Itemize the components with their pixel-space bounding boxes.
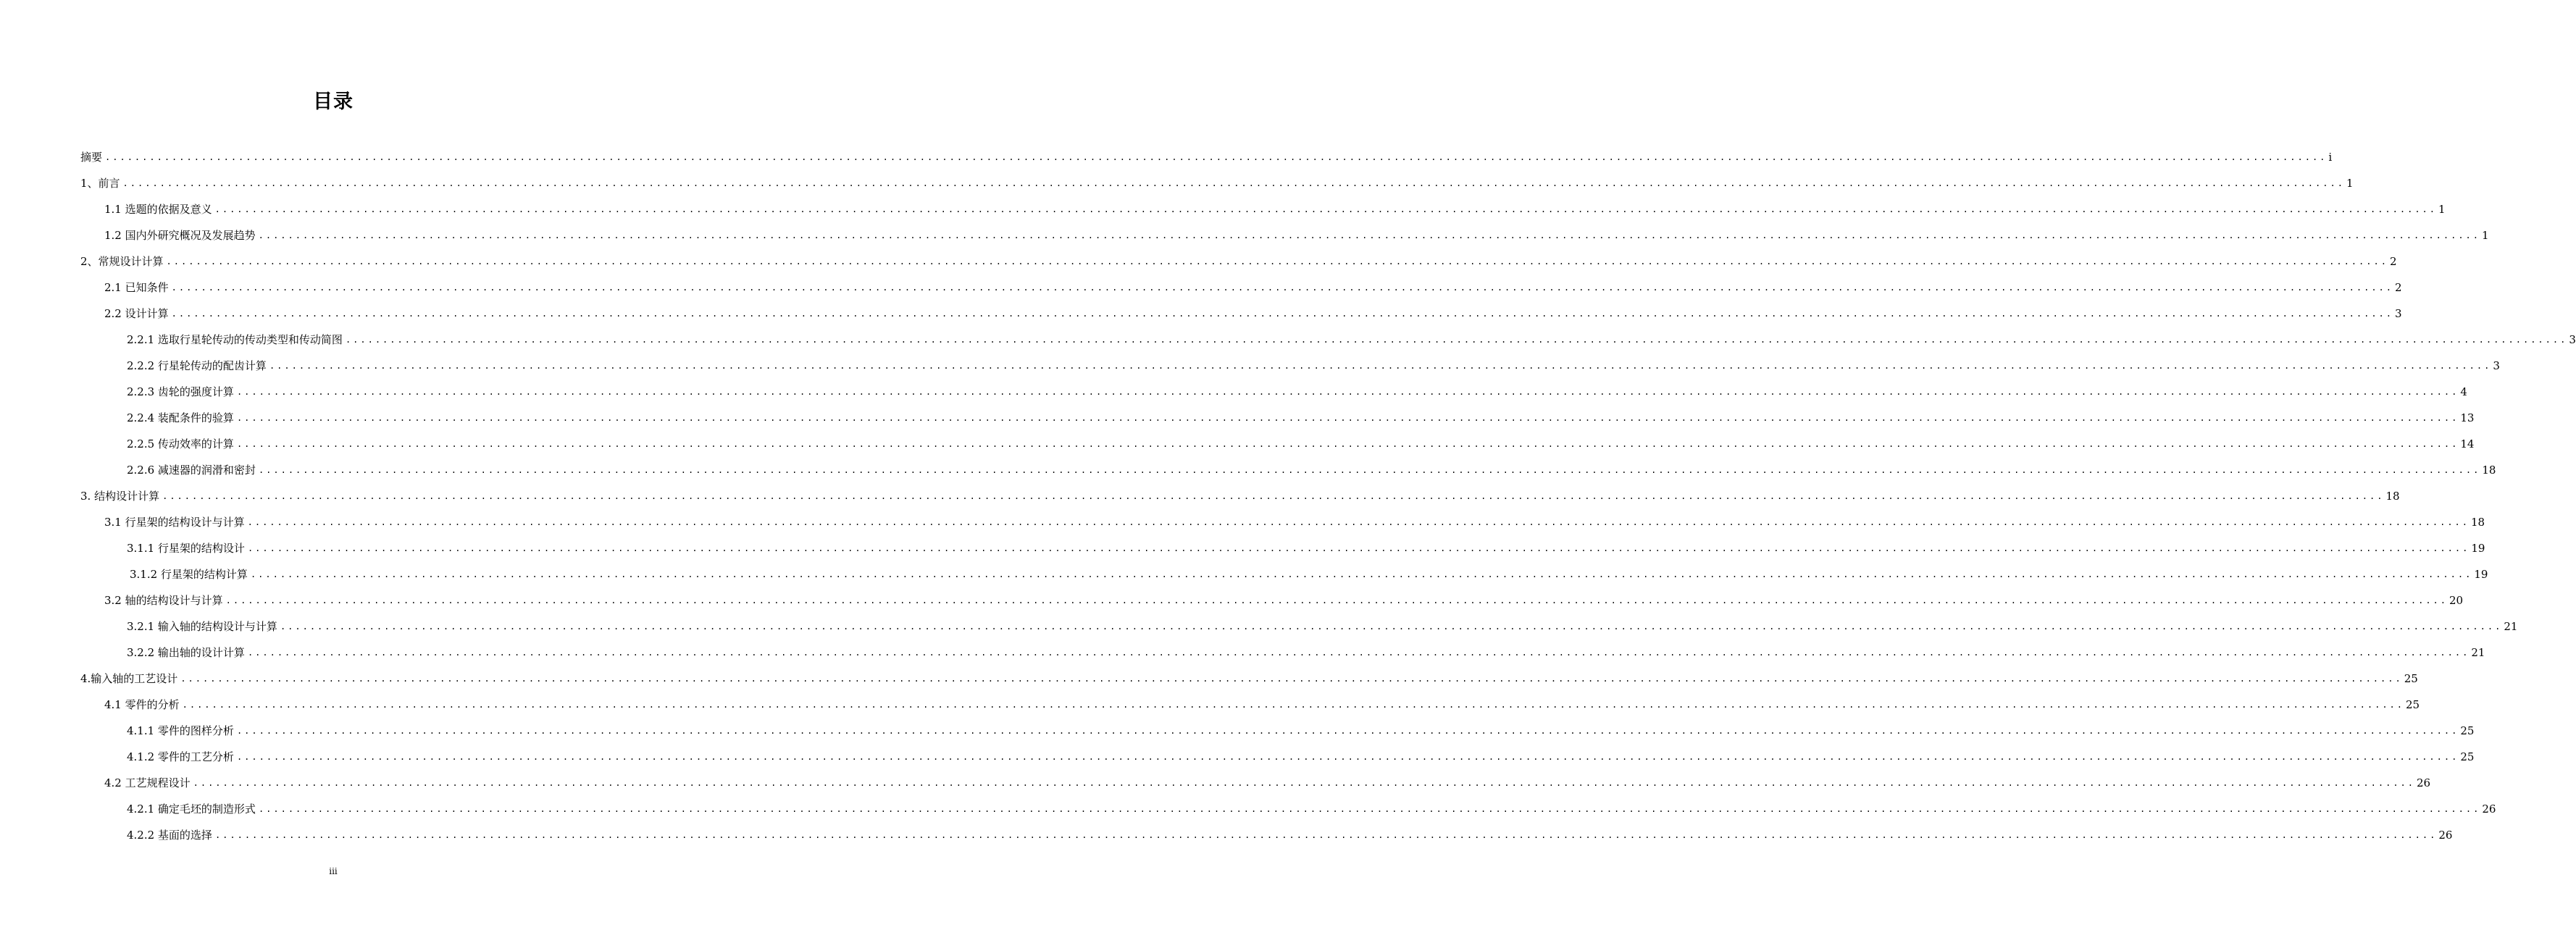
toc-leader-dots: ............................................................................................................................................................................................................................................................................................................ bbox=[236, 387, 2459, 397]
toc-entry[interactable] bbox=[127, 616, 2518, 633]
toc-entry-page: 26 bbox=[2482, 802, 2496, 816]
toc-entry-page: 2 bbox=[2389, 255, 2397, 268]
toc-entry-page: 21 bbox=[2471, 646, 2485, 659]
toc-entry[interactable] bbox=[104, 511, 2485, 529]
toc-leader-dots: ............................................................................................................................................................................................................................................................................................................ bbox=[247, 647, 2470, 658]
toc-leader-dots: ............................................................................................................................................................................................................................................................................................................ bbox=[225, 595, 2449, 605]
toc-entry[interactable] bbox=[104, 694, 2420, 711]
toc-leader-dots: ............................................................................................................................................................................................................................................................................................................ bbox=[250, 569, 2473, 579]
toc-entry[interactable] bbox=[127, 407, 2475, 424]
toc-leader-dots: ............................................................................................................................................................................................................................................................................................................ bbox=[280, 621, 2503, 632]
toc-entry-label: 3.1 行星架的结构设计与计算 bbox=[104, 516, 245, 529]
toc-entry-label: 3.1.2 行星架的结构计算 bbox=[130, 568, 248, 581]
toc-entry[interactable] bbox=[127, 329, 2576, 346]
toc-entry[interactable] bbox=[127, 537, 2485, 555]
toc-entry-page: i bbox=[2328, 151, 2333, 164]
toc-entry-label: 1.1 选题的依据及意义 bbox=[104, 203, 212, 216]
toc-entry-label: 摘要 bbox=[80, 151, 103, 164]
toc-entry[interactable] bbox=[80, 172, 2354, 190]
toc-entry-label: 2.1 已知条件 bbox=[104, 281, 169, 294]
toc-entry-label: 4.2.2 基面的选择 bbox=[127, 829, 212, 842]
toc-entry-page: 25 bbox=[2406, 698, 2420, 711]
toc-entry-page: 20 bbox=[2449, 594, 2464, 607]
toc-leader-dots: ............................................................................................................................................................................................................................................................................................................ bbox=[236, 413, 2459, 423]
toc-entry-label: 2.2 设计计算 bbox=[104, 307, 169, 320]
toc-entry[interactable] bbox=[127, 381, 2467, 398]
toc-entry-label: 2.2.5 传动效率的计算 bbox=[127, 437, 234, 450]
toc-entry-label: 2.2.6 减速器的润滑和密封 bbox=[127, 464, 256, 477]
toc-entry[interactable] bbox=[104, 198, 2446, 216]
toc-entry-page: 4 bbox=[2460, 385, 2467, 398]
toc-entry[interactable] bbox=[104, 277, 2402, 294]
toc-leader-dots: ............................................................................................................................................................................................................................................................................................................ bbox=[162, 491, 2385, 501]
toc-entry-label: 4.1.2 零件的工艺分析 bbox=[127, 750, 234, 763]
toc-entry[interactable] bbox=[127, 746, 2475, 763]
toc-entry-page: 2 bbox=[2395, 281, 2402, 294]
toc-leader-dots: ............................................................................................................................................................................................................................................................................................................ bbox=[171, 282, 2394, 293]
toc-leader-dots: ............................................................................................................................................................................................................................................................................................................ bbox=[193, 778, 2416, 788]
toc-entry-page: 26 bbox=[2417, 776, 2431, 789]
toc-entry-page: 25 bbox=[2404, 672, 2418, 685]
toc-entry-page: 18 bbox=[2482, 464, 2496, 477]
toc-leader-dots: ............................................................................................................................................................................................................................................................................................................ bbox=[258, 465, 2481, 475]
toc-entry[interactable] bbox=[127, 433, 2475, 450]
toc-entry[interactable] bbox=[127, 798, 2496, 816]
toc-leader-dots: ............................................................................................................................................................................................................................................................................................................ bbox=[214, 830, 2438, 840]
toc-entry[interactable] bbox=[104, 225, 2489, 242]
toc-entry-label: 4.输入轴的工艺设计 bbox=[80, 672, 178, 685]
toc-entry-label: 4.1 零件的分析 bbox=[104, 698, 180, 711]
toc-entry-label: 3.2 轴的结构设计与计算 bbox=[104, 594, 223, 607]
toc-entry[interactable] bbox=[127, 642, 2485, 659]
toc-entry-label: 2.2.2 行星轮传动的配齿计算 bbox=[127, 359, 267, 372]
toc-leader-dots: ............................................................................................................................................................................................................................................................................................................ bbox=[236, 439, 2459, 449]
toc-entry[interactable] bbox=[127, 720, 2475, 737]
toc-entry-label: 2.2.1 选取行星轮传动的传动类型和传动简图 bbox=[127, 333, 343, 346]
toc-leader-dots: ............................................................................................................................................................................................................................................................................................................ bbox=[171, 309, 2394, 319]
toc-leader-dots: ............................................................................................................................................................................................................................................................................................................ bbox=[258, 230, 2481, 240]
toc-entry-label: 2.2.4 装配条件的验算 bbox=[127, 411, 234, 424]
page-title: 目录 bbox=[313, 91, 354, 113]
toc-entry-label: 1.2 国内外研究概况及发展趋势 bbox=[104, 229, 256, 242]
toc-entry-page: 3 bbox=[2493, 359, 2500, 372]
toc-entry-page: 25 bbox=[2460, 750, 2475, 763]
toc-entry-page: 18 bbox=[2471, 516, 2485, 529]
page-number: iii bbox=[329, 866, 338, 876]
toc-entry-label: 4.1.1 零件的图样分析 bbox=[127, 724, 234, 737]
toc-entry-page: 19 bbox=[2471, 542, 2485, 555]
toc-leader-dots: ............................................................................................................................................................................................................................................................................................................ bbox=[269, 361, 2492, 371]
toc-leader-dots: ............................................................................................................................................................................................................................................................................................................ bbox=[236, 752, 2459, 762]
toc-entry-label: 4.2 工艺规程设计 bbox=[104, 776, 191, 789]
toc-entry-label: 3.2.1 输入轴的结构设计与计算 bbox=[127, 620, 277, 633]
toc-entry-label: 3.2.2 输出轴的设计计算 bbox=[127, 646, 245, 659]
toc-leader-dots: ............................................................................................................................................................................................................................................................................................................ bbox=[182, 700, 2405, 710]
toc-entry[interactable] bbox=[80, 668, 2418, 685]
toc-leader-dots: ............................................................................................................................................................................................................................................................................................................ bbox=[345, 335, 2568, 345]
toc-entry-page: 19 bbox=[2474, 568, 2488, 581]
toc-entry-page: 13 bbox=[2460, 411, 2475, 424]
toc-leader-dots: ............................................................................................................................................................................................................................................................................................................ bbox=[258, 804, 2481, 814]
toc-entry[interactable] bbox=[127, 824, 2453, 842]
toc-entry-label: 3. 结构设计计算 bbox=[80, 490, 160, 503]
toc-entry-page: 3 bbox=[2569, 333, 2576, 346]
toc-entry-label: 1、前言 bbox=[80, 177, 120, 190]
toc-entry[interactable] bbox=[104, 772, 2431, 789]
toc-leader-dots: ............................................................................................................................................................................................................................................................................................................ bbox=[236, 726, 2459, 736]
toc-entry-page: 1 bbox=[2482, 229, 2489, 242]
toc-entry-page: 14 bbox=[2460, 437, 2475, 450]
toc-leader-dots: ............................................................................................................................................................................................................................................................................................................ bbox=[214, 204, 2438, 214]
toc-entry-label: 2.2.3 齿轮的强度计算 bbox=[127, 385, 234, 398]
toc-entry[interactable] bbox=[130, 563, 2488, 581]
toc-leader-dots: ............................................................................................................................................................................................................................................................................................................ bbox=[166, 256, 2388, 267]
toc-entry[interactable] bbox=[104, 590, 2464, 607]
toc-entry-label: 3.1.1 行星架的结构设计 bbox=[127, 542, 245, 555]
toc-leader-dots: ............................................................................................................................................................................................................................................................................................................ bbox=[180, 674, 2403, 684]
toc-entry-page: 3 bbox=[2395, 307, 2402, 320]
toc-entry-page: 1 bbox=[2438, 203, 2446, 216]
toc-leader-dots: ............................................................................................................................................................................................................................................................................................................ bbox=[122, 178, 2345, 188]
toc-leader-dots: ............................................................................................................................................................................................................................................................................................................ bbox=[247, 517, 2470, 527]
toc-entry[interactable] bbox=[104, 303, 2402, 320]
toc-entry[interactable] bbox=[127, 459, 2496, 477]
toc-entry-page: 21 bbox=[2504, 620, 2518, 633]
toc-entry[interactable] bbox=[80, 485, 2400, 503]
toc-entry-page: 26 bbox=[2438, 829, 2453, 842]
toc-entry[interactable] bbox=[80, 251, 2397, 268]
toc-entry-page: 18 bbox=[2385, 490, 2400, 503]
toc-entry-page: 25 bbox=[2460, 724, 2475, 737]
toc-entry-page: 1 bbox=[2346, 177, 2354, 190]
toc-leader-dots: ............................................................................................................................................................................................................................................................................................................ bbox=[247, 543, 2470, 553]
toc-entry[interactable] bbox=[80, 146, 2333, 164]
toc-entry[interactable] bbox=[127, 355, 2500, 372]
toc-entry-label: 2、常规设计计算 bbox=[80, 255, 164, 268]
toc-leader-dots: ............................................................................................................................................................................................................................................................................................................ bbox=[105, 152, 2328, 162]
toc-entry-label: 4.2.1 确定毛坯的制造形式 bbox=[127, 802, 256, 816]
